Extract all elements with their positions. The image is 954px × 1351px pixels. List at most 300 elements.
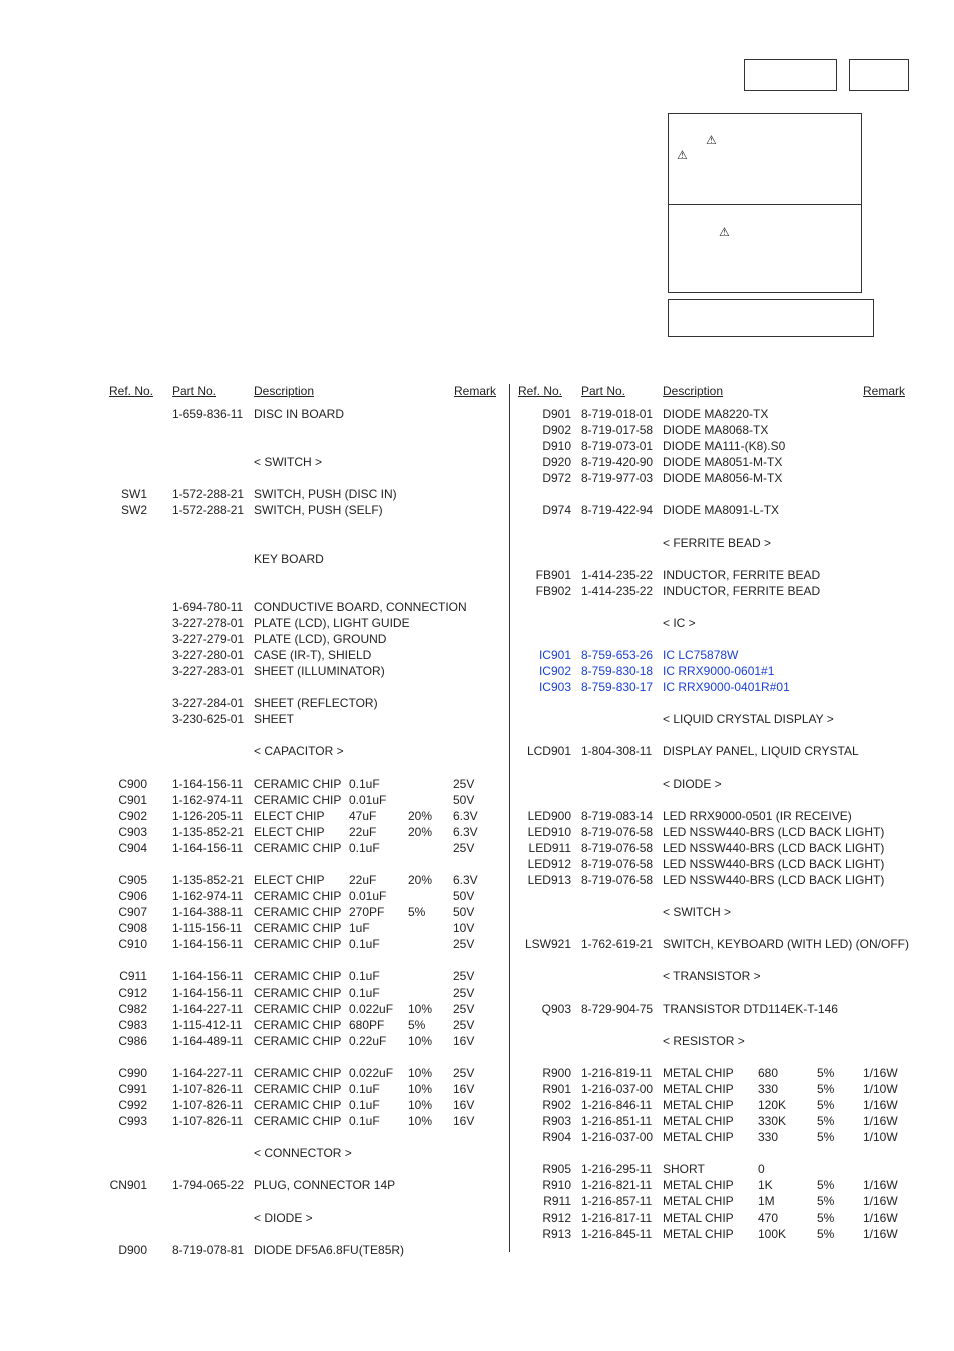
header-description: Description	[254, 384, 315, 398]
value-cell: 0.01uF	[349, 792, 387, 807]
rating-cell: 25V	[453, 840, 475, 855]
value-cell: 0.022uF	[349, 1001, 394, 1016]
description-cell: SHEET (ILLUMINATOR)	[254, 664, 385, 679]
table-row	[0, 1065, 954, 1081]
table-row	[0, 551, 954, 567]
table-row	[0, 679, 954, 695]
rating-cell: 25V	[453, 1065, 475, 1080]
table-row	[0, 1129, 954, 1145]
ref-no-cell: C903	[118, 824, 147, 839]
part-no-cell: 1-414-235-22	[581, 583, 654, 598]
part-no-cell: 8-719-076-58	[581, 856, 654, 871]
rating-cell: 6.3V	[453, 824, 478, 839]
part-no-cell: 3-230-625-01	[172, 712, 245, 727]
value-cell: 0.1uF	[349, 840, 380, 855]
table-row	[0, 776, 954, 792]
table-row	[0, 1033, 954, 1049]
part-no-cell: 1-216-037-00	[581, 1081, 654, 1096]
table-row	[0, 1049, 954, 1065]
description-cell: CERAMIC CHIP	[254, 937, 342, 952]
value-cell: 22uF	[349, 873, 377, 888]
description-cell: < LIQUID CRYSTAL DISPLAY >	[663, 712, 834, 727]
description-cell: LED NSSW440-BRS (LCD BACK LIGHT)	[663, 856, 885, 871]
tolerance-cell: 10%	[408, 1001, 433, 1016]
value-cell: 0.01uF	[349, 889, 387, 904]
description-cell: PLATE (LCD), GROUND	[254, 631, 387, 646]
part-no-cell: 1-659-836-11	[172, 407, 244, 421]
description-cell: SWITCH, PUSH (DISC IN)	[254, 487, 397, 502]
part-no-cell: 3-227-278-01	[172, 615, 245, 630]
part-no-cell: 1-414-235-22	[581, 567, 654, 582]
ref-no-cell: C901	[118, 792, 147, 807]
warning-icon: ⚠	[677, 148, 688, 162]
value-cell: 0.1uF	[349, 985, 380, 1000]
part-no-cell: 1-107-826-11	[172, 1098, 244, 1112]
value-cell: 270PF	[349, 905, 385, 920]
part-no-cell: 1-162-974-11	[172, 889, 244, 904]
ref-no-cell: D974	[542, 503, 571, 518]
table-row	[0, 1081, 954, 1097]
description-cell: CERAMIC CHIP	[254, 1017, 342, 1032]
part-no-cell: 1-572-288-21	[172, 487, 245, 502]
tolerance-cell: 10%	[408, 1114, 433, 1129]
tolerance-cell: 5%	[817, 1194, 835, 1209]
ref-no-cell: FB902	[535, 583, 571, 598]
tolerance-cell: 5%	[817, 1130, 835, 1145]
description-cell: PLUG, CONNECTOR 14P	[254, 1178, 396, 1193]
notes-panel	[668, 113, 862, 293]
part-no-cell: 1-115-156-11	[172, 921, 243, 936]
part-no-cell: 1-164-156-11	[172, 776, 244, 791]
value-cell: 0.022uF	[349, 1065, 394, 1080]
part-no-cell: 1-162-974-11	[172, 792, 244, 807]
part-no-cell: 1-216-857-11	[581, 1194, 653, 1209]
part-no-cell: 1-216-851-11	[581, 1114, 653, 1129]
table-row	[0, 936, 954, 952]
table-row	[0, 743, 954, 759]
description-cell: SWITCH, KEYBOARD (WITH LED) (ON/OFF)	[663, 937, 909, 952]
table-row	[0, 1242, 954, 1258]
tolerance-cell: 5%	[817, 1114, 835, 1129]
value-cell: 0.1uF	[349, 776, 380, 791]
description-cell: IC RRX9000-0601#1	[663, 664, 775, 679]
part-no-cell: 8-719-083-14	[581, 808, 654, 823]
part-no-cell: 1-216-295-11	[581, 1162, 653, 1177]
description-cell: SHEET (REFLECTOR)	[254, 696, 378, 711]
table-row	[0, 1113, 954, 1129]
part-no-cell: 1-107-826-11	[172, 1081, 244, 1096]
ref-no-cell: LED911	[528, 840, 571, 855]
description-cell: PLATE (LCD), LIGHT GUIDE	[254, 615, 410, 630]
part-no-cell: 1-107-826-11	[172, 1114, 244, 1129]
description-cell: CERAMIC CHIP	[254, 905, 342, 920]
ref-no-cell: Q903	[541, 1001, 571, 1016]
part-no-cell: 1-135-852-21	[172, 873, 245, 888]
table-row	[0, 824, 954, 840]
table-row	[0, 567, 954, 583]
ref-no-cell: FB901	[535, 567, 571, 582]
description-cell: METAL CHIP	[663, 1210, 734, 1225]
tolerance-cell: 5%	[408, 905, 426, 920]
part-no-cell: 1-694-780-11	[172, 599, 244, 614]
ref-no-cell: R903	[542, 1114, 571, 1129]
value-cell: 0	[758, 1162, 765, 1177]
ref-no-cell: C990	[118, 1065, 147, 1080]
value-cell: 0.1uF	[349, 1081, 380, 1096]
description-cell: DISC IN BOARD	[254, 407, 345, 421]
table-row	[0, 792, 954, 808]
description-cell: LED NSSW440-BRS (LCD BACK LIGHT)	[663, 824, 885, 839]
description-cell: CERAMIC CHIP	[254, 1065, 342, 1080]
part-no-cell: 8-719-076-58	[581, 840, 654, 855]
table-row	[0, 422, 954, 438]
description-cell: ELECT CHIP	[254, 824, 325, 839]
description-cell: INDUCTOR, FERRITE BEAD	[663, 583, 821, 598]
description-cell: METAL CHIP	[663, 1065, 734, 1080]
rating-cell: 25V	[453, 1017, 475, 1032]
value-cell: 330	[758, 1081, 779, 1096]
description-cell: CERAMIC CHIP	[254, 792, 342, 807]
ref-no-cell: D902	[542, 423, 571, 438]
description-cell: < TRANSISTOR >	[663, 969, 761, 984]
ref-no-cell: C986	[118, 1033, 147, 1048]
description-cell: CERAMIC CHIP	[254, 840, 342, 855]
description-cell: METAL CHIP	[663, 1081, 734, 1096]
rating-cell: 6.3V	[453, 873, 478, 888]
description-cell: CERAMIC CHIP	[254, 969, 342, 984]
rating-cell: 25V	[453, 937, 475, 952]
ref-no-cell: C912	[118, 985, 147, 1000]
part-no-cell: 1-164-489-11	[172, 1033, 244, 1048]
description-cell: METAL CHIP	[663, 1194, 734, 1209]
ref-no-cell: LED912	[527, 856, 571, 871]
value-cell: 330	[758, 1130, 779, 1145]
part-no-cell: 3-227-284-01	[172, 696, 245, 711]
description-cell: ELECT CHIP	[254, 873, 325, 888]
value-cell: 0.1uF	[349, 1114, 380, 1129]
ref-no-cell: C907	[118, 905, 147, 920]
description-cell: SWITCH, PUSH (SELF)	[254, 503, 383, 518]
table-row	[0, 1145, 954, 1161]
header-remark: Remark	[863, 384, 906, 398]
description-cell: METAL CHIP	[663, 1178, 734, 1193]
table-row	[0, 985, 954, 1001]
value-cell: 680	[758, 1065, 779, 1080]
notes-divider	[669, 204, 861, 205]
description-cell: LED NSSW440-BRS (LCD BACK LIGHT)	[663, 873, 885, 888]
table-row	[0, 438, 954, 454]
part-no-cell: 8-719-076-58	[581, 824, 654, 839]
table-row	[0, 727, 954, 743]
description-cell: < CONNECTOR >	[254, 1146, 352, 1161]
value-cell: 47uF	[349, 808, 377, 823]
part-no-cell: 1-164-156-11	[172, 985, 244, 1000]
rating-cell: 1/16W	[863, 1114, 898, 1129]
rating-cell: 1/16W	[863, 1226, 898, 1241]
rating-cell: 10V	[453, 921, 475, 936]
ref-no-cell: CN901	[109, 1178, 147, 1193]
table-row	[0, 647, 954, 663]
description-cell: < FERRITE BEAD >	[663, 535, 772, 550]
part-no-cell: 1-216-037-00	[581, 1130, 654, 1145]
table-row	[0, 840, 954, 856]
description-cell: DISPLAY PANEL, LIQUID CRYSTAL	[663, 744, 859, 759]
description-cell: CERAMIC CHIP	[254, 1081, 342, 1096]
rating-cell: 25V	[453, 1001, 475, 1016]
tolerance-cell: 5%	[817, 1081, 835, 1096]
part-no-cell: 8-719-018-01	[581, 407, 654, 421]
description-cell: CERAMIC CHIP	[254, 985, 342, 1000]
value-cell: 1M	[758, 1194, 775, 1209]
part-no-cell: 1-216-845-11	[581, 1226, 653, 1241]
part-no-cell: 1-216-846-11	[581, 1098, 653, 1112]
description-cell: CONDUCTIVE BOARD, CONNECTION	[254, 599, 467, 614]
ref-no-cell: C992	[118, 1098, 147, 1112]
ref-no-cell: LCD901	[526, 744, 571, 759]
value-cell: 100K	[758, 1226, 787, 1241]
rating-cell: 50V	[453, 889, 475, 904]
part-no-cell: 8-719-422-94	[581, 503, 654, 518]
ref-no-cell: IC903	[538, 680, 571, 695]
tolerance-cell: 5%	[817, 1210, 835, 1225]
tolerance-cell: 20%	[408, 873, 433, 888]
ref-no-cell: R913	[542, 1226, 571, 1241]
value-cell: 0.1uF	[349, 969, 380, 984]
ref-no-cell: D972	[542, 471, 571, 486]
table-row	[0, 760, 954, 776]
part-no-cell: 1-164-156-11	[172, 937, 244, 952]
table-row	[0, 1001, 954, 1017]
description-cell: < DIODE >	[663, 776, 722, 791]
description-cell: < CAPACITOR >	[254, 744, 344, 759]
description-cell: DIODE MA8220-TX	[663, 407, 769, 421]
part-no-cell: 8-719-073-01	[581, 439, 654, 454]
description-cell: SHEET	[254, 712, 295, 727]
description-cell: DIODE MA111-(K8).S0	[663, 439, 786, 454]
tolerance-cell: 10%	[408, 1081, 433, 1096]
table-row	[0, 1226, 954, 1242]
ref-no-cell: C902	[118, 808, 147, 823]
part-no-cell: 1-216-817-11	[581, 1210, 653, 1225]
description-cell: METAL CHIP	[663, 1098, 734, 1112]
ref-no-cell: SW1	[120, 487, 147, 502]
tolerance-cell: 5%	[817, 1226, 835, 1241]
header-ref-no: Ref. No.	[518, 384, 563, 398]
part-no-cell: 8-759-830-17	[581, 680, 654, 695]
description-cell: LED RRX9000-0501 (IR RECEIVE)	[663, 808, 852, 823]
value-cell: 0.1uF	[349, 1098, 380, 1112]
rating-cell: 16V	[453, 1098, 475, 1112]
ref-no-cell: C911	[119, 969, 147, 984]
rating-cell: 1/16W	[863, 1194, 898, 1209]
notes-footer-box	[668, 299, 874, 337]
description-cell: IC LC75878W	[663, 648, 739, 663]
table-row	[0, 518, 954, 534]
description-cell: DIODE MA8068-TX	[663, 423, 769, 438]
description-cell: CERAMIC CHIP	[254, 1114, 342, 1129]
part-no-cell: 1-115-412-11	[172, 1017, 243, 1032]
part-no-cell: 1-794-065-22	[172, 1178, 245, 1193]
description-cell: TRANSISTOR DTD114EK-T-146	[663, 1001, 838, 1016]
rating-cell: 25V	[453, 969, 475, 984]
description-cell: METAL CHIP	[663, 1114, 734, 1129]
rating-cell: 50V	[453, 905, 475, 920]
description-cell: < IC >	[663, 615, 696, 630]
description-cell: CERAMIC CHIP	[254, 1001, 342, 1016]
ref-no-cell: SW2	[120, 503, 147, 518]
description-cell: CERAMIC CHIP	[254, 889, 342, 904]
rating-cell: 1/16W	[863, 1065, 898, 1080]
description-cell: CERAMIC CHIP	[254, 1033, 342, 1048]
table-row	[0, 631, 954, 647]
tolerance-cell: 5%	[408, 1017, 426, 1032]
header-part-no: Part No.	[581, 384, 626, 398]
description-cell: SHORT	[663, 1162, 705, 1177]
value-cell: 470	[758, 1210, 779, 1225]
tolerance-cell: 10%	[408, 1033, 433, 1048]
part-no-cell: 8-719-078-81	[172, 1242, 245, 1257]
rating-cell: 1/16W	[863, 1210, 898, 1225]
description-cell: DIODE MA8051-M-TX	[663, 455, 783, 470]
ref-no-cell: C905	[118, 873, 147, 888]
part-no-cell: 8-759-653-26	[581, 648, 654, 663]
part-no-cell: 1-804-308-11	[581, 744, 653, 759]
part-no-cell: 1-164-388-11	[172, 905, 244, 920]
description-cell: CERAMIC CHIP	[254, 921, 342, 936]
ref-no-cell: IC902	[538, 664, 571, 679]
rating-cell: 6.3V	[453, 808, 478, 823]
ref-no-cell: R905	[542, 1162, 571, 1177]
header-box-model	[744, 59, 837, 91]
part-no-cell: 8-729-904-75	[581, 1001, 654, 1016]
table-row	[0, 502, 954, 518]
ref-no-cell: C910	[118, 937, 147, 952]
ref-no-cell: LED910	[527, 824, 571, 839]
value-cell: 0.22uF	[349, 1033, 387, 1048]
part-no-cell: 8-719-420-90	[581, 455, 654, 470]
value-cell: 0.1uF	[349, 937, 380, 952]
part-no-cell: 1-164-156-11	[172, 840, 244, 855]
table-row	[0, 470, 954, 486]
rating-cell: 25V	[453, 985, 475, 1000]
part-no-cell: 1-126-205-11	[172, 808, 244, 823]
description-cell: DIODE MA8091-L-TX	[663, 503, 780, 518]
rating-cell: 1/16W	[863, 1098, 898, 1112]
description-cell: KEY BOARD	[254, 551, 324, 566]
rating-cell: 16V	[453, 1033, 475, 1048]
table-row	[0, 486, 954, 502]
description-cell: METAL CHIP	[663, 1226, 734, 1241]
part-no-cell: 1-164-156-11	[172, 969, 244, 984]
table-row	[0, 808, 954, 824]
tolerance-cell: 5%	[817, 1065, 835, 1080]
table-row	[0, 535, 954, 551]
value-cell: 1uF	[349, 921, 370, 936]
table-row	[0, 454, 954, 470]
header-part-no: Part No.	[172, 384, 217, 398]
ref-no-cell: IC901	[538, 648, 571, 663]
value-cell: 120K	[758, 1098, 787, 1112]
header-description: Description	[663, 384, 724, 398]
ref-no-cell: R911	[543, 1194, 571, 1209]
tolerance-cell: 10%	[408, 1065, 433, 1080]
description-cell: < DIODE >	[254, 1210, 313, 1225]
description-cell: INDUCTOR, FERRITE BEAD	[663, 567, 821, 582]
table-row	[0, 1017, 954, 1033]
ref-no-cell: R910	[542, 1178, 571, 1193]
ref-no-cell: D910	[542, 439, 571, 454]
warning-icon: ⚠	[706, 133, 717, 147]
ref-no-cell: R912	[542, 1210, 571, 1225]
table-row	[0, 615, 954, 631]
table-row	[0, 856, 954, 872]
ref-no-cell: R902	[542, 1098, 571, 1112]
part-no-cell: 1-216-821-11	[581, 1178, 653, 1193]
value-cell: 1K	[758, 1178, 773, 1193]
rating-cell: 16V	[453, 1081, 475, 1096]
ref-no-cell: LED913	[527, 873, 571, 888]
tolerance-cell: 20%	[408, 808, 433, 823]
ref-no-cell: R900	[542, 1065, 571, 1080]
description-cell: METAL CHIP	[663, 1130, 734, 1145]
tolerance-cell: 5%	[817, 1178, 835, 1193]
table-row	[0, 920, 954, 936]
description-cell: < SWITCH >	[254, 455, 323, 470]
description-cell: CERAMIC CHIP	[254, 776, 342, 791]
rating-cell: 50V	[453, 792, 475, 807]
part-no-cell: 1-762-619-21	[581, 937, 654, 952]
table-row	[0, 968, 954, 984]
ref-no-cell: D900	[118, 1242, 147, 1257]
table-row	[0, 406, 954, 422]
table-row	[0, 583, 954, 599]
ref-no-cell: C983	[118, 1017, 147, 1032]
description-cell: ELECT CHIP	[254, 808, 325, 823]
part-no-cell: 3-227-283-01	[172, 664, 245, 679]
ref-no-cell: C906	[118, 889, 147, 904]
table-row	[0, 599, 954, 615]
rating-cell: 1/10W	[863, 1130, 898, 1145]
tolerance-cell: 5%	[817, 1098, 835, 1112]
ref-no-cell: C991	[118, 1081, 147, 1096]
part-no-cell: 1-164-227-11	[172, 1001, 244, 1016]
rating-cell: 16V	[453, 1114, 475, 1129]
part-no-cell: 8-719-017-58	[581, 423, 654, 438]
header-ref-no: Ref. No.	[109, 384, 154, 398]
ref-no-cell: D920	[542, 455, 571, 470]
ref-no-cell: R904	[542, 1130, 571, 1145]
header-box-page	[849, 59, 909, 91]
table-row	[0, 711, 954, 727]
part-no-cell: 8-719-076-58	[581, 873, 654, 888]
part-no-cell: 3-227-280-01	[172, 648, 245, 663]
part-no-cell: 1-572-288-21	[172, 503, 245, 518]
table-row	[0, 872, 954, 888]
part-no-cell: 1-135-852-21	[172, 824, 245, 839]
value-cell: 680PF	[349, 1017, 385, 1032]
part-no-cell: 1-164-227-11	[172, 1065, 244, 1080]
table-row	[0, 952, 954, 968]
ref-no-cell: C908	[118, 921, 147, 936]
description-cell: IC RRX9000-0401R#01	[663, 680, 790, 695]
table-row	[0, 663, 954, 679]
description-cell: < SWITCH >	[663, 905, 732, 920]
table-row	[0, 1097, 954, 1113]
description-cell: < RESISTOR >	[663, 1033, 745, 1048]
ref-no-cell: LED900	[527, 808, 571, 823]
part-no-cell: 1-216-819-11	[581, 1065, 653, 1080]
description-cell: CASE (IR-T), SHIELD	[254, 648, 372, 663]
